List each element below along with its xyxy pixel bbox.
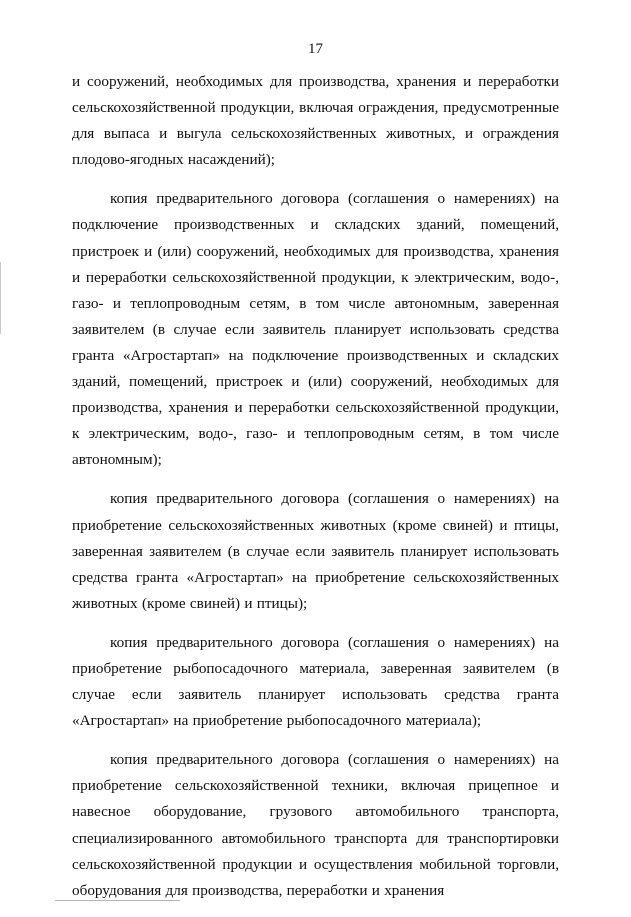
paragraph-fish-stock-purchase: копия предварительного договора (соглашения о намерениях) на приобретение рыбопосадочного материала, заверенная заявителем (в случае если заявитель планирует использовать средства гранта «Агростартап» на приобретение рыбопосадочного материала); (72, 633, 559, 730)
document-body (72, 69, 559, 917)
bottom-rule (55, 900, 180, 901)
paragraph-machinery-purchase: копия предварительного договора (соглашения о намерениях) на приобретение сельскохозяйственной техники, включая прицепное и навесное оборудование, грузового автомобильного транспорта, специализированного автомобильного транспорта для транспортировки сельскохозяйственной продукции и осуществления мобильной торговли, оборудования для производства, переработки и хранения (72, 751, 559, 899)
paragraph-continuation: и сооружений, необходимых для производства, хранения и переработки сельскохозяйственной продукции, включая ограждения, предусмотренные для выпаса и выгула сельскохозяйственных животных, и ограждения плодово-ягодных насаждений); (72, 73, 559, 169)
paragraph-livestock-purchase: копия предварительного договора (соглашения о намерениях) на приобретение сельскохозяйственных животных (кроме свиней) и птицы, заверенная заявителем (в случае если заявитель планирует использовать средства гранта «Агростартап» на приобретение сельскохозяйственных животных (кроме свиней) и птицы); (72, 490, 559, 612)
page-number: 17 (308, 41, 323, 57)
paragraph-utilities-connection: копия предварительного договора (соглашения о намерениях) на подключение производственных и складских зданий, помещений, пристроек и (или) сооружений, необходимых для производства, хранения и переработки сельскохозяйственной продукции, к электрическим, водо-, газо- и теплопроводным сетям, в том числе автономным, заверенная заявителем (в случае если заявитель планирует использовать средства гранта «Агростартап» на подключение производственных и складских зданий, помещений, пристроек и (или) сооружений, необходимых для производства, хранения и переработки сельскохозяйственной продукции, к электрическим, водо-, газо- и теплопроводным сетям, в том числе автономным); (72, 190, 559, 469)
scan-edge-mark (0, 262, 1, 334)
